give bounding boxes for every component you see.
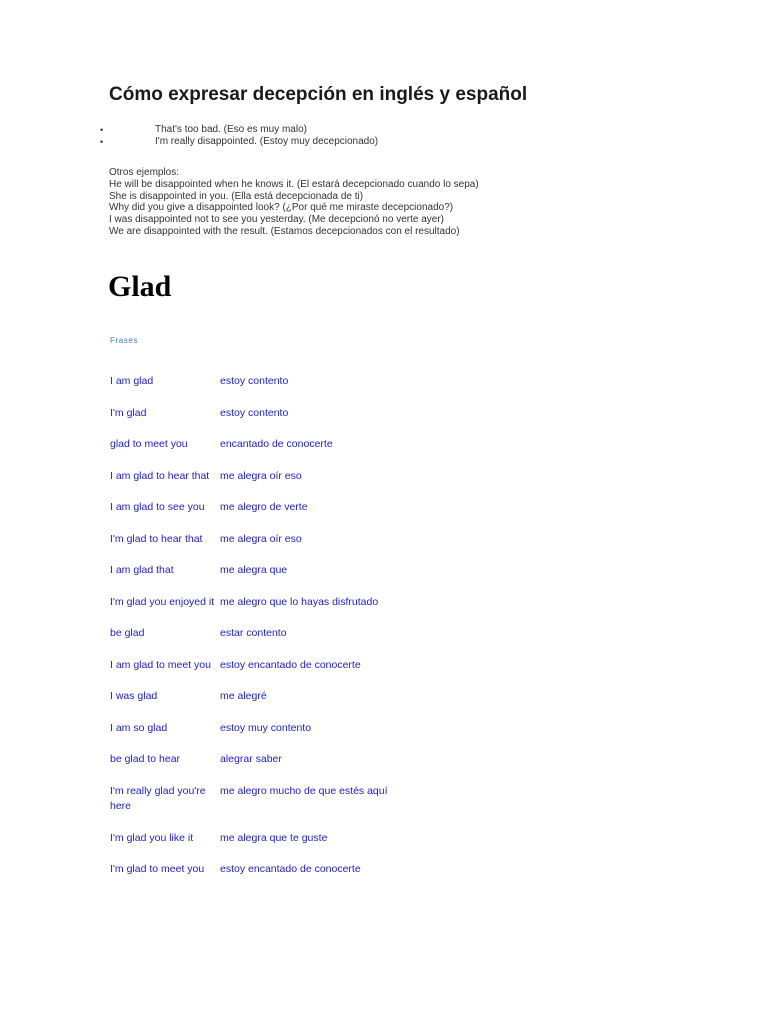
bullet-item (100, 124, 378, 136)
example-line: I was disappointed not to see you yesterday. (Me decepcionó no verte ayer) (109, 214, 445, 226)
phrase-english: I am glad to meet you (110, 658, 211, 671)
phrase-row (110, 532, 430, 548)
example-line: We are disappointed with the result. (Estamos decepcionados con el resultado) (109, 225, 460, 237)
phrase-row (110, 752, 430, 768)
phrase-english: I am so glad (110, 721, 168, 734)
example-line: She is disappointed in you. (Ella está decepcionada de ti) (109, 190, 364, 202)
phrase-english: I am glad to hear that (110, 469, 210, 482)
phrase-spanish: me alegro mucho de que estés aquí (220, 784, 388, 797)
phrase-english: I'm glad to meet you (110, 863, 205, 875)
phrase-row (110, 406, 430, 422)
disappointment-bullet-list (100, 124, 378, 148)
phrase-row (110, 563, 430, 579)
phrase-spanish: me alegra que te guste (220, 831, 328, 844)
phrase-english: I am glad (110, 375, 154, 387)
phrase-spanish: encantado de conocerte (220, 438, 333, 450)
page-heading: Cómo expresar decepción en inglés y español (109, 84, 528, 105)
phrase-english: I'm glad you enjoyed it (110, 595, 215, 608)
bullet-text: That's too bad. (Eso es muy malo) (155, 124, 307, 135)
bullet-item (100, 136, 378, 148)
phrase-row (110, 689, 430, 705)
phrase-english: be glad (110, 627, 145, 639)
phrase-row (110, 469, 430, 485)
phrase-english: I'm really glad you're here (110, 784, 206, 812)
phrase-english: I am glad to see you (110, 501, 205, 513)
phrase-row (110, 626, 430, 642)
phrase-spanish: alegrar saber (220, 753, 282, 765)
bullet-text: I'm really disappointed. (Estoy muy decepcionado) (155, 136, 379, 147)
phrase-spanish: estar contento (220, 627, 287, 639)
phrase-spanish: me alegré (220, 690, 267, 702)
example-line: Why did you give a disappointed look? (¿Por qué me miraste decepcionado?) (109, 202, 454, 214)
bullet-dot-icon: • (100, 137, 104, 147)
phrase-spanish: estoy contento (220, 406, 289, 419)
phrase-spanish: me alegro de verte (220, 501, 308, 513)
phrase-spanish: me alegra oír eso (220, 532, 302, 545)
phrase-spanish: me alegra oír eso (220, 469, 302, 482)
phrase-spanish: me alegro que lo hayas disfrutado (220, 595, 379, 608)
examples-intro: Otros ejemplos: (109, 167, 180, 178)
phrase-row (110, 500, 430, 516)
phrase-row (110, 374, 430, 390)
phrase-english: I'm glad you like it (110, 831, 194, 844)
phrase-english: glad to meet you (110, 438, 188, 450)
example-line: He will be disappointed when he knows it. (El estará decepcionado cuando lo sepa) (109, 178, 479, 190)
frases-label: Frases (110, 336, 139, 345)
phrase-spanish: me alegra que (220, 564, 288, 576)
phrase-english: I'm glad (110, 406, 147, 419)
phrase-row (110, 658, 430, 674)
phrase-row (110, 721, 430, 737)
phrase-table (110, 374, 430, 894)
phrase-row (110, 862, 430, 878)
phrase-row (110, 437, 430, 453)
phrase-row (110, 831, 430, 847)
bullet-dot-icon: • (100, 125, 104, 135)
phrase-english: I was glad (110, 690, 158, 702)
phrase-english: I am glad that (110, 564, 174, 576)
phrase-spanish: estoy contento (220, 375, 289, 387)
phrase-row (110, 784, 430, 815)
phrase-spanish: estoy muy contento (220, 721, 312, 734)
phrase-english: I'm glad to hear that (110, 532, 203, 545)
phrase-spanish: estoy encantado de conocerte (220, 863, 361, 875)
phrase-english: be glad to hear (110, 753, 181, 765)
phrase-row (110, 595, 430, 611)
section-title: Glad (108, 270, 172, 303)
examples-block (109, 167, 479, 238)
phrase-spanish: estoy encantado de conocerte (220, 658, 361, 671)
